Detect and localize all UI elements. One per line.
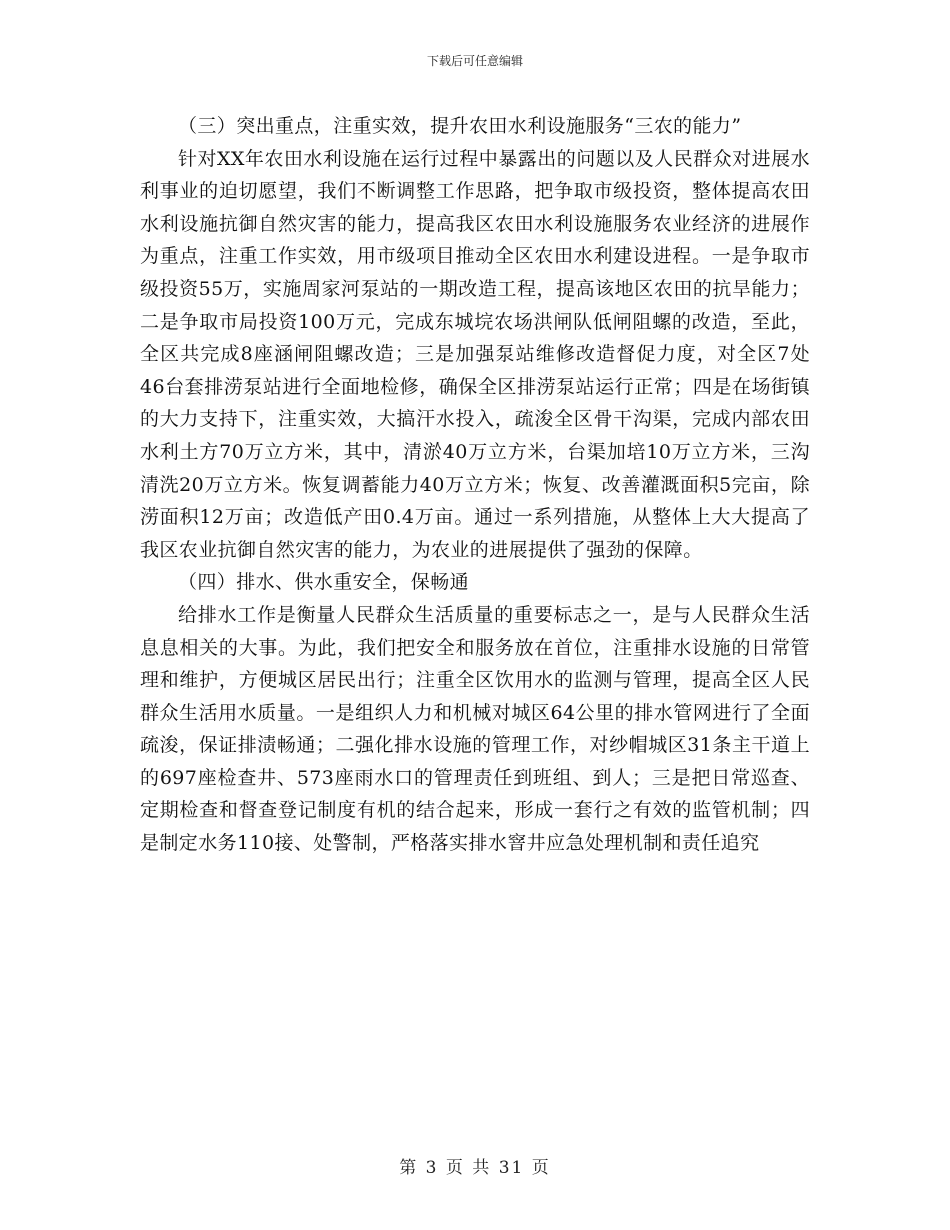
document-body	[140, 110, 810, 860]
section-heading-3: （三）突出重点，注重实效，提升农田水利设施服务“三农的能力”	[178, 115, 742, 137]
page-header-note: 下载后可任意编辑	[426, 54, 523, 68]
section-paragraph-4: 给排水工作是衡量人民群众生活质量的重要标志之一，是与人民群众生活息息相关的大事。为此，我们把安全和服务放在首位，注重排水设施的日常管理和维护，方便城区居民出行；注重全区饮用水的监测与管理，提高全区人民群众生活用水质量。一是组织人力和机械对城区64公里的排水管网进行了全面疏浚，保证排渍畅通；二强化排水设施的管理工作，对纱帽城区31条主干道上的697座检查井、573座雨水口的管理责任到班组、到人；三是把日常巡查、定期检查和督查登记制度有机的结合起来，形成一套行之有效的监管机制；四是制定水务110接、处警制，严格落实排水窨井应急处理机制和责任追究	[140, 603, 810, 855]
section-heading-4: （四）排水、供水重安全，保畅通	[178, 571, 470, 594]
section-paragraph-3: 针对XX年农田水利设施在运行过程中暴露出的问题以及人民群众对进展水利事业的迫切愿望，我们不断调整工作思路，把争取市级投资，整体提高农田水利设施抗御自然灾害的能力，提高我区农田水利设施服务农业经济的进展作为重点，注重工作实效，用市级项目推动全区农田水利建设进程。一是争取市级投资55万，实施周家河泵站的一期改造工程，提高该地区农田的抗旱能力；二是争取市局投资100万元，完成东城垸农场洪闸队低闸阻螺的改造，至此，全区共完成8座涵闸阻螺改造；三是加强泵站维修改造督促力度，对全区7处46台套排涝泵站进行全面地检修，确保全区排涝泵站运行正常；四是在场街镇的大力支持下，注重实效，大搞汗水投入，疏浚全区骨干沟渠，完成内部农田水利土方70万立方米，其中，清淤40万立方米，台渠加培10万立方米，三沟清洗20万立方米。恢复调蓄能力40万立方米；恢复、改善灌溉面积5完亩，除涝面积12万亩；改造低产田0.4万亩。通过一系列措施，从整体上大大提高了我区农业抗御自然灾害的能力，为农业的进展提供了强劲的保障。	[140, 147, 810, 561]
page-number-footer: 第 3 页 共 31 页	[399, 1158, 551, 1178]
